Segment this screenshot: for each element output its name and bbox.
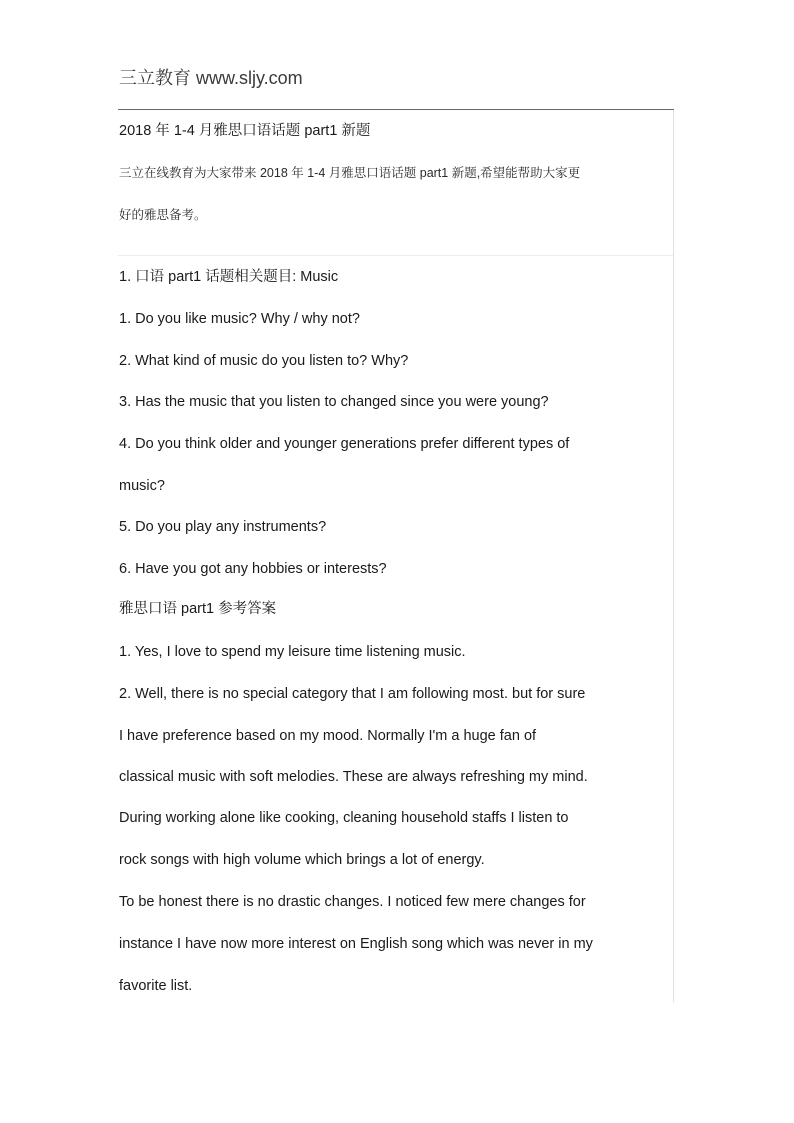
- article-title: 2018 年 1-4 月雅思口语话题 part1 新题: [119, 123, 371, 139]
- answer-line: rock songs with high volume which brings a lot of energy.: [119, 852, 485, 868]
- answer-line: instance I have now more interest on English song which was never in my: [119, 936, 593, 952]
- question-line: 6. Have you got any hobbies or interests?: [119, 561, 387, 577]
- answer-line: I have preference based on my mood. Normally I'm a huge fan of: [119, 728, 537, 744]
- answer-line: 1. Yes, I love to spend my leisure time listening music.: [119, 644, 466, 660]
- answer-line: During working alone like cooking, cleaning household staffs I listen to: [119, 810, 569, 826]
- section-divider: [118, 255, 673, 256]
- answer-line: favorite list.: [119, 978, 193, 994]
- answer-line: 2. Well, there is no special category that I am following most. but for sure: [119, 686, 586, 702]
- question-line: music?: [119, 478, 165, 494]
- question-line: 4. Do you think older and younger generations prefer different types of: [119, 436, 570, 452]
- answer-line: To be honest there is no drastic changes. I noticed few mere changes for: [119, 894, 586, 910]
- question-line: 3. Has the music that you listen to changed since you were young?: [119, 394, 549, 410]
- answers-heading: 雅思口语 part1 参考答案: [119, 601, 277, 617]
- intro-text-line-1: 三立在线教育为大家带来 2018 年 1-4 月雅思口语话题 part1 新题,希望能帮助大家更: [119, 166, 581, 180]
- question-line: 2. What kind of music do you listen to? Why?: [119, 353, 409, 369]
- question-line: 5. Do you play any instruments?: [119, 519, 327, 535]
- topic-heading: 1. 口语 part1 话题相关题目: Music: [119, 269, 339, 285]
- page-header-title: 三立教育 www.sljy.com: [119, 68, 303, 88]
- question-line: 1. Do you like music? Why / why not?: [119, 311, 360, 327]
- intro-text-line-2: 好的雅思备考。: [119, 208, 207, 222]
- answer-line: classical music with soft melodies. These are always refreshing my mind.: [119, 769, 588, 785]
